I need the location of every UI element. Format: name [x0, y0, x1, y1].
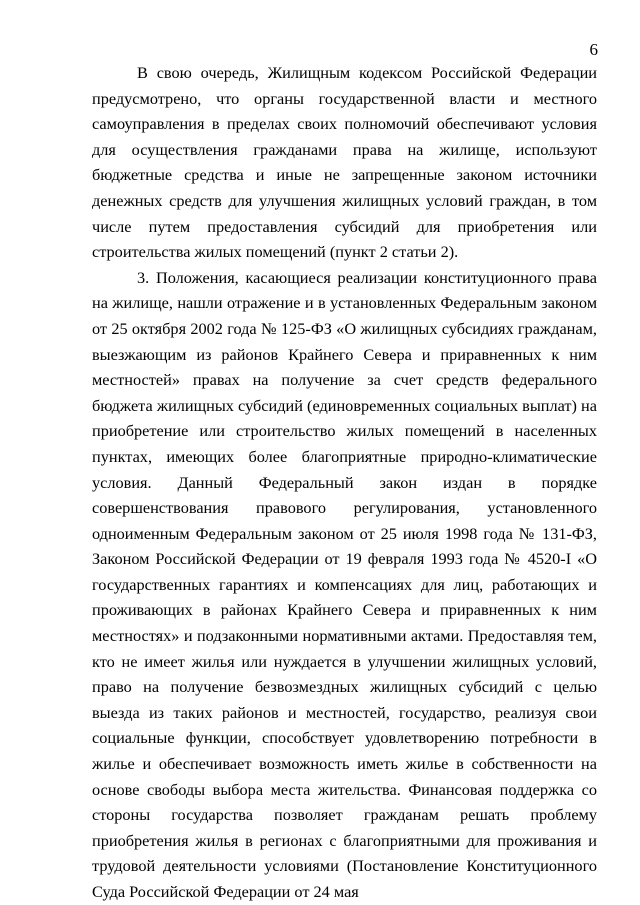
page-number: 6 [589, 40, 598, 59]
paragraph-housing-code: В свою очередь, Жилищным кодексом Российской Федерации предусмотрено, что органы государственной власти и местного самоуправления в пределах своих полномочий обеспечивают условия для осуществления гражданами права на жилище, используют бюджетные средства и иные не запрещенные законом источники денежных средств для улучшения жилищных условий граждан, в том числе путем предоставления субсидий для приобретения или строительства жилых помещений (пункт 2 статьи 2). [92, 63, 597, 262]
paragraph-housing-subsidies: 3. Положения, касающиеся реализации конституционного права на жилище, нашли отражение и в установленных Федеральным законом от 25 октября 2002 года № 125-ФЗ «О жилищных субсидиях гражданам, выезжающим из районов Крайнего Севера и приравненных к ним местностей» правах на получение за счет средств федерального бюджета жилищных субсидий (единовременных социальных выплат) на приобретение или строительство жилых помещений в населенных пунктах, имеющих более благоприятные природно-климатические условия. Данный Федеральный закон издан в порядке совершенствования правового регулирования, установленного одноименным Федеральным законом от 25 июля 1998 года № 131-ФЗ, Законом Российской Федерации от 19 февраля 1993 года № 4520-I «О государственных гарантиях и компенсациях для лиц, работающих и проживающих в районах Крайнего Севера и приравненных к ним местностях» и подзаконными нормативными актами. Предоставляя тем, кто не имеет жилья или нуждается в улучшении жилищных условий, право на получение безвозмездных жилищных субсидий с целью выезда из таких районов и местностей, государство, реализуя свои социальные функции, способствует удовлетворению потребности в жилье и обеспечивает возможность иметь жилье в собственности на основе свободы выбора места жительства. Финансовая поддержка со стороны государства позволяет гражданам решать проблему приобретения жилья в регионах с благоприятными для проживания и трудовой деятельности условиями (Постановление Конституционного Суда Российской Федерации от 24 мая [92, 267, 597, 901]
document-body [92, 60, 597, 905]
